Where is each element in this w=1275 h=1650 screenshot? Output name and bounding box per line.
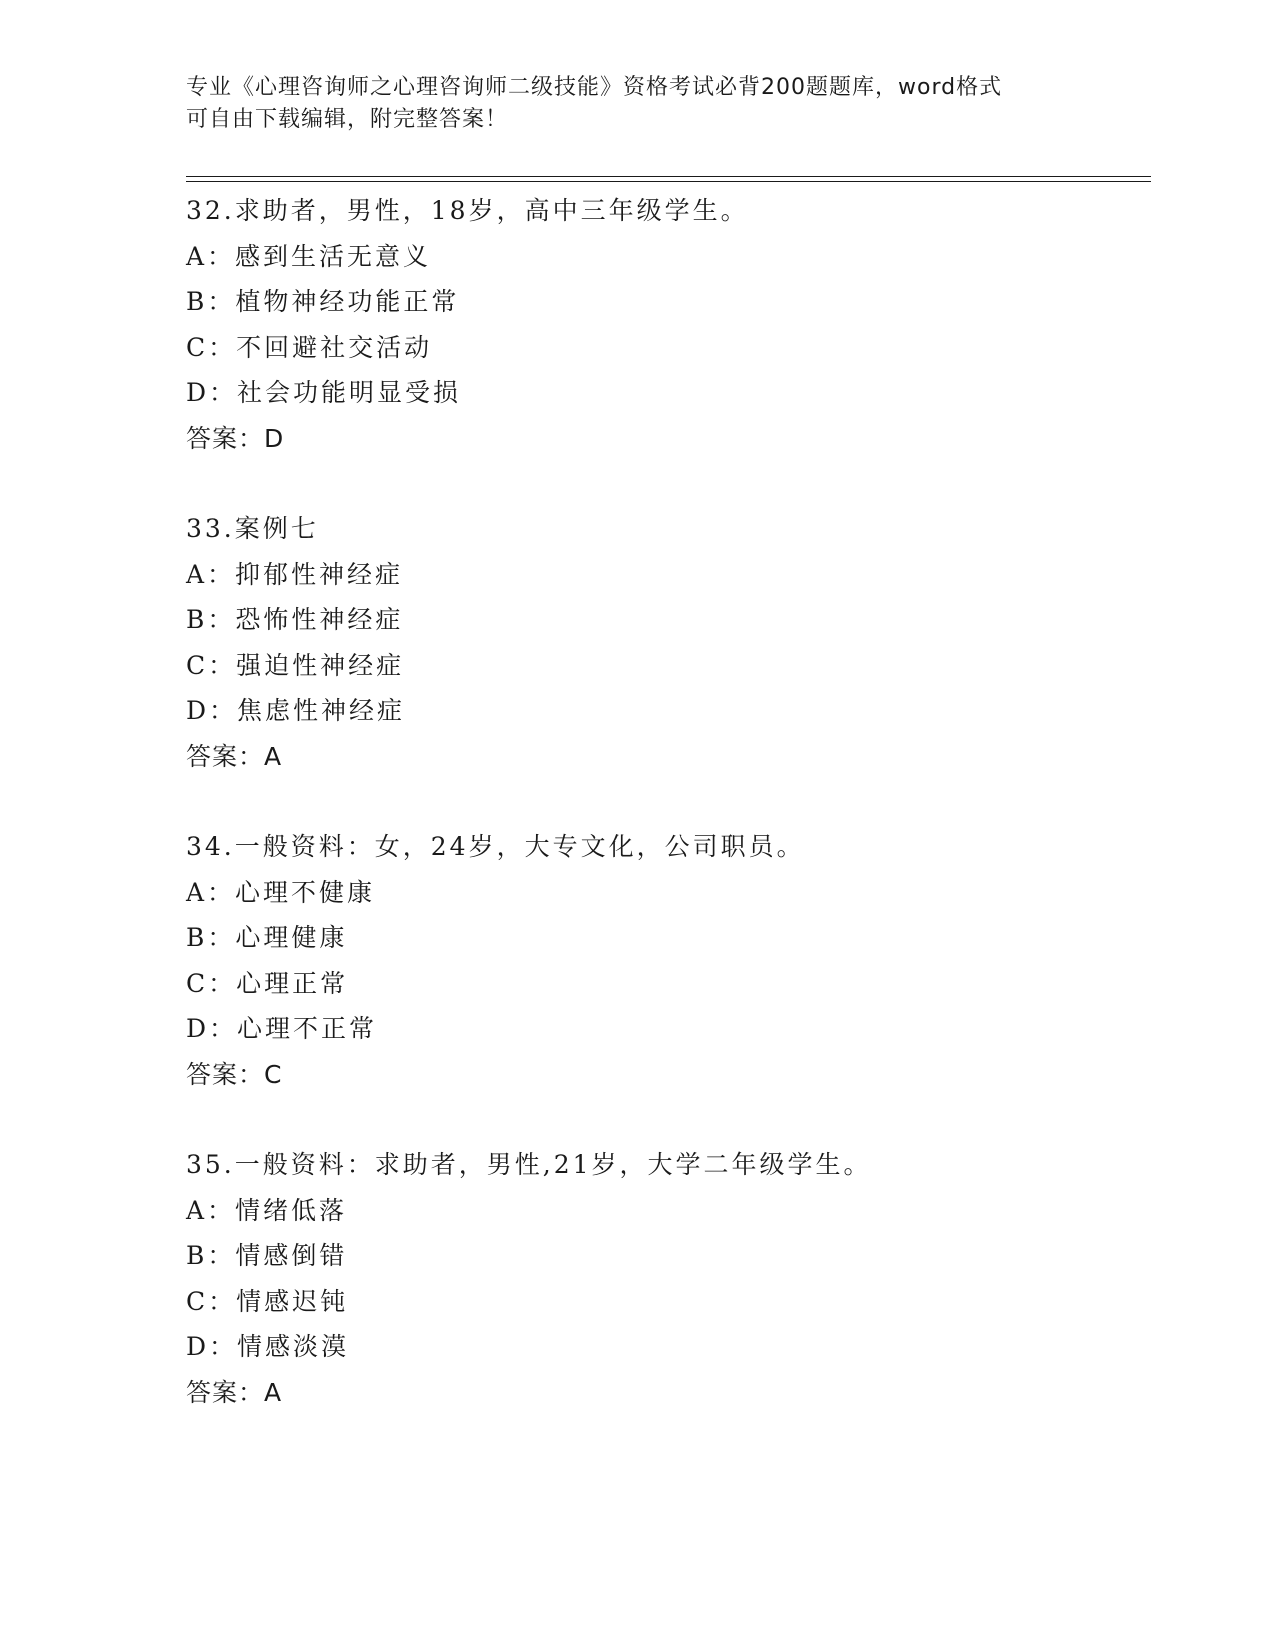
question-list [186, 188, 1146, 1460]
header-line-2: 可自由下载编辑，附完整答案！ [186, 107, 509, 132]
answer-line: 答案：A [186, 1377, 283, 1407]
option-a: A：情绪低落 [186, 1195, 348, 1225]
option-c: C：强迫性神经症 [186, 650, 405, 680]
option-d: D：心理不正常 [186, 1014, 378, 1043]
question-34 [186, 824, 1146, 1097]
option-d: D：情感淡漠 [186, 1332, 350, 1361]
option-b: B：心理健康 [186, 923, 348, 952]
answer-line: 答案：D [186, 423, 285, 453]
question-35 [186, 1142, 1146, 1415]
option-b: B：情感倒错 [186, 1241, 348, 1270]
option-b: B：植物神经功能正常 [186, 287, 460, 316]
option-d: D：社会功能明显受损 [186, 378, 462, 407]
header-divider-top [186, 176, 1151, 177]
option-d: D：焦虑性神经症 [186, 696, 406, 725]
question-stem: 33.案例七 [186, 514, 319, 543]
option-a: A：感到生活无意义 [186, 241, 432, 271]
header-line-1: 专业《心理咨询师之心理咨询师二级技能》资格考试必背200题题库，word格式 [186, 75, 1003, 100]
option-a: A：心理不健康 [186, 877, 376, 907]
answer-line: 答案：C [186, 1059, 283, 1089]
header-divider-bottom [186, 181, 1151, 182]
option-c: C：情感迟钝 [186, 1286, 349, 1316]
document-header [186, 72, 1086, 136]
answer-line: 答案：A [186, 741, 283, 771]
question-33 [186, 506, 1146, 779]
option-c: C：心理正常 [186, 968, 349, 998]
question-32 [186, 188, 1146, 461]
option-b: B：恐怖性神经症 [186, 605, 404, 634]
question-stem: 35.一般资料：求助者，男性,21岁，大学二年级学生。 [186, 1150, 872, 1179]
option-a: A：抑郁性神经症 [186, 559, 404, 589]
option-c: C：不回避社交活动 [186, 332, 433, 362]
question-stem: 32.求助者，男性，18岁，高中三年级学生。 [186, 196, 749, 225]
question-stem: 34.一般资料：女，24岁，大专文化，公司职员。 [186, 832, 805, 861]
